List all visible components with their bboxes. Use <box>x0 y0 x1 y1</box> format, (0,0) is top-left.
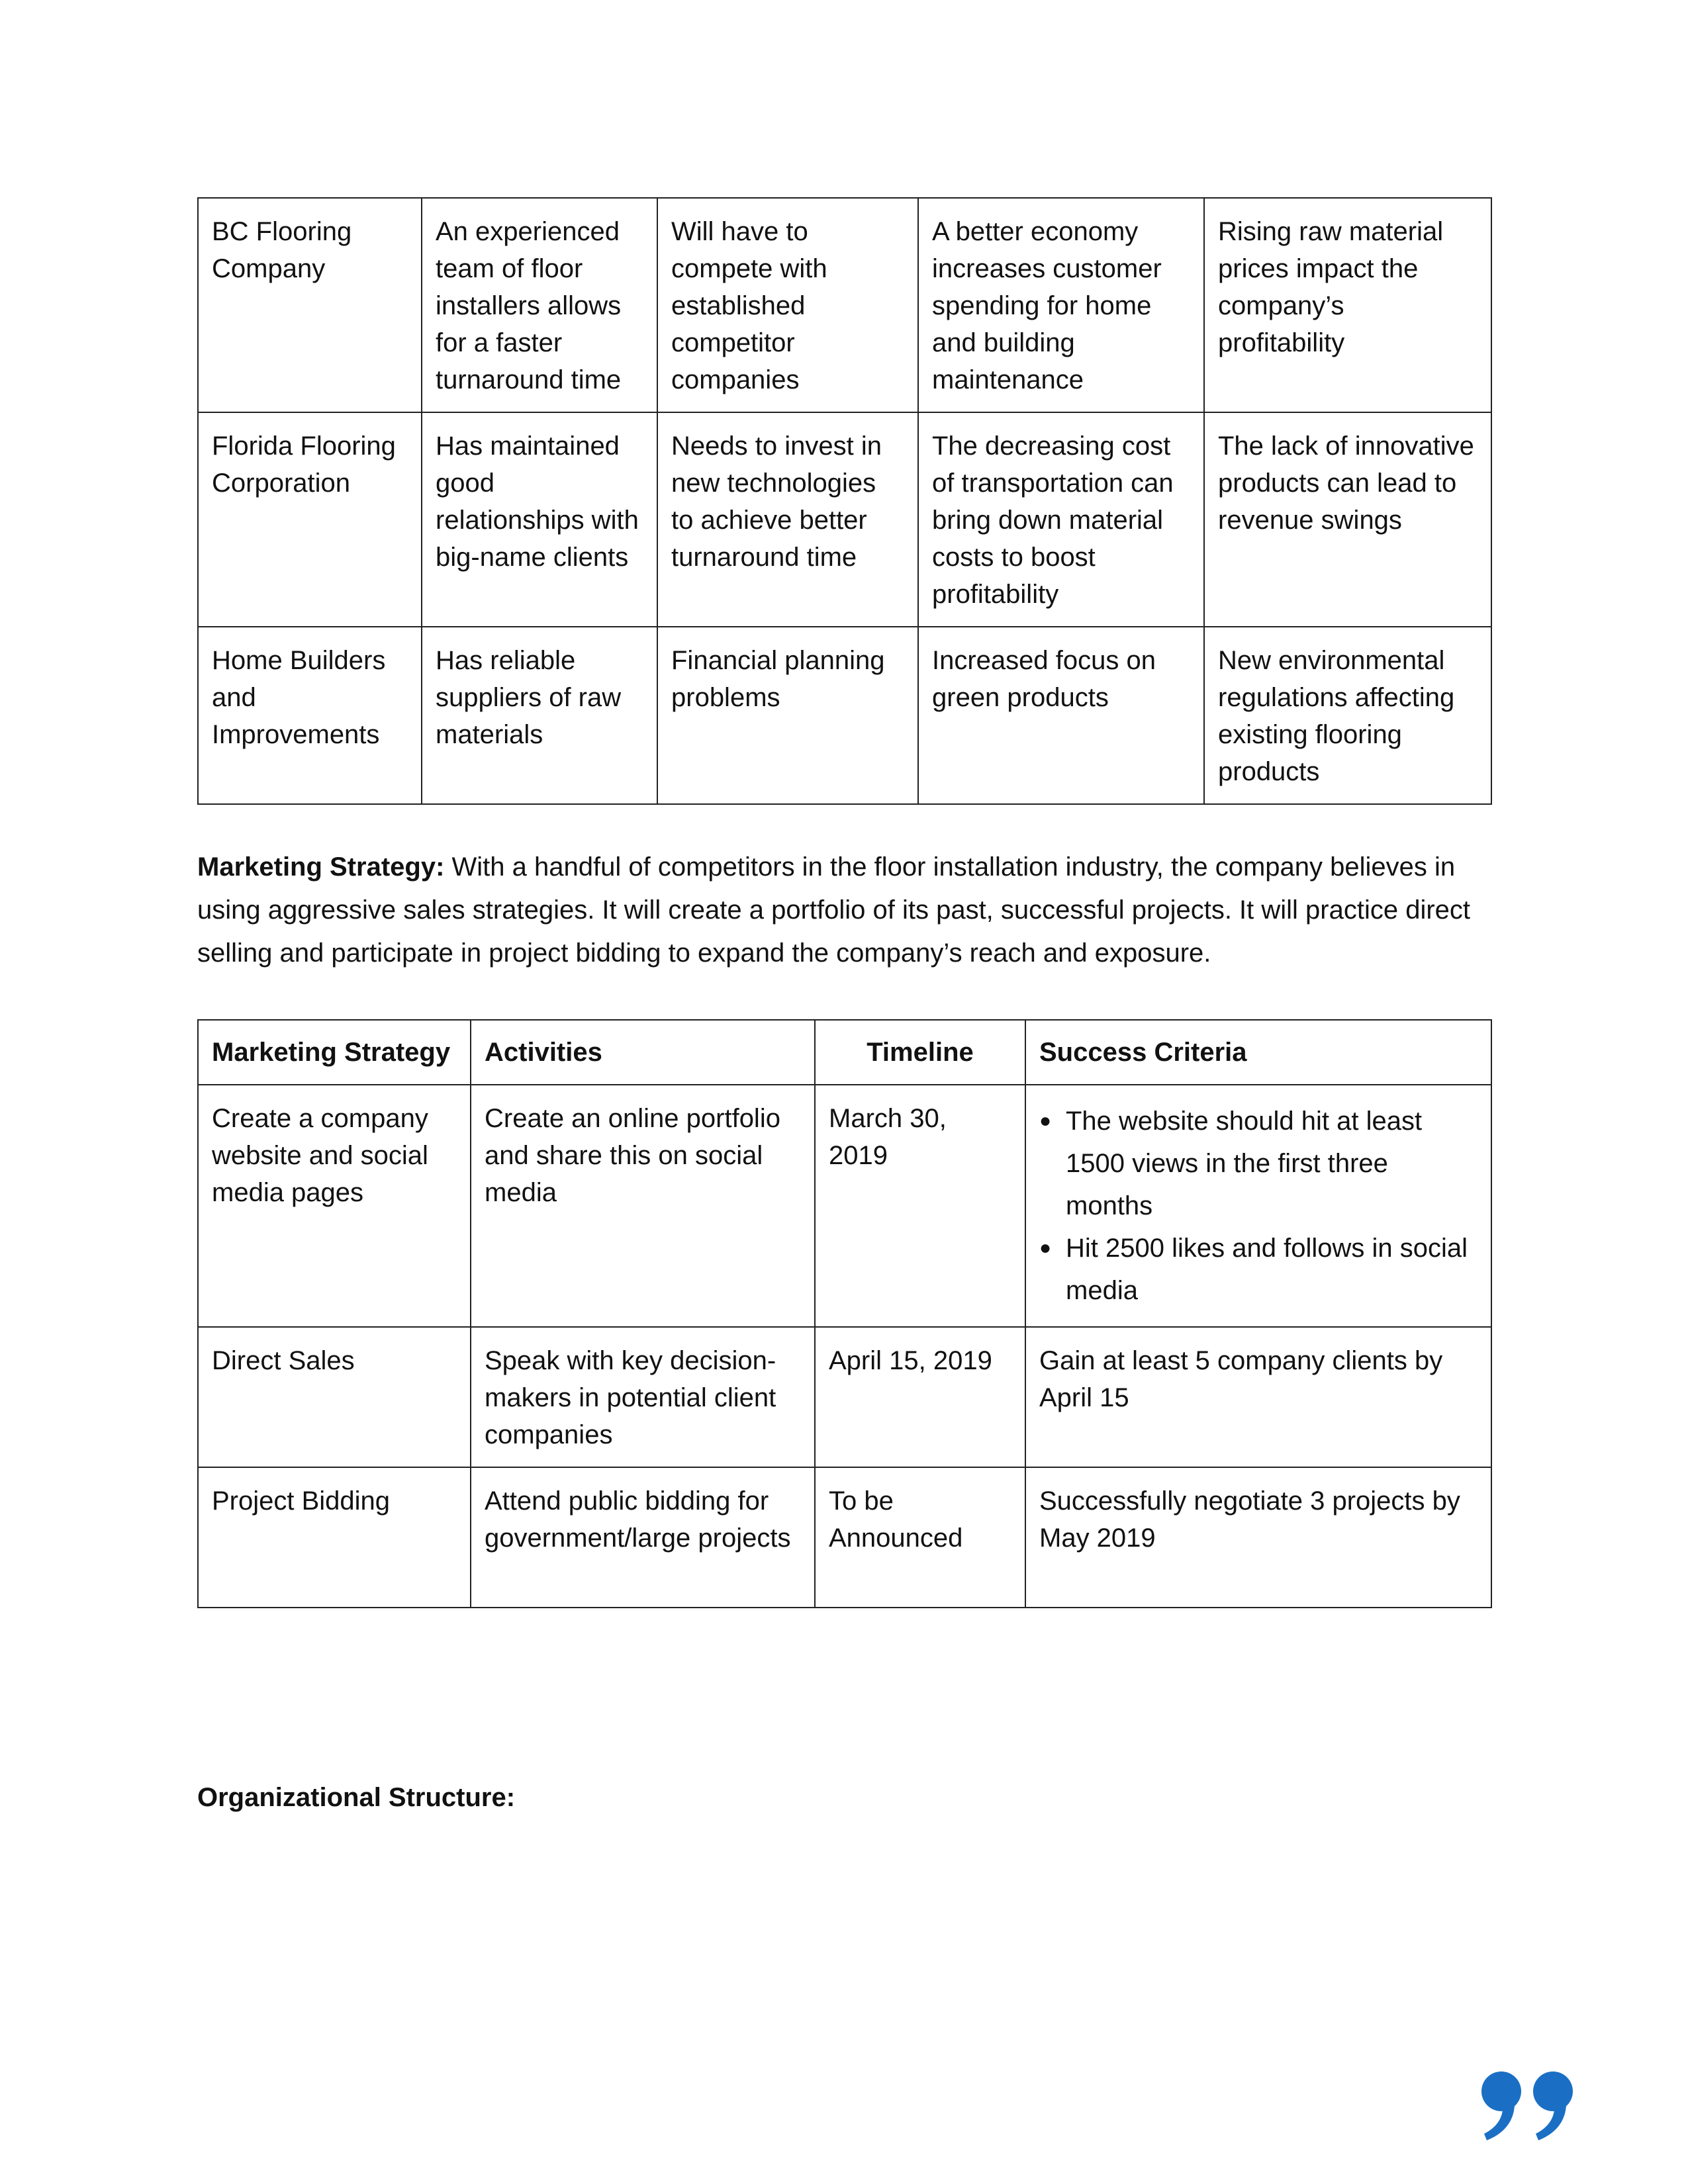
activities-cell: Attend public bidding for government/large projects <box>471 1467 815 1608</box>
activities-cell: Speak with key decision-makers in potential client companies <box>471 1327 815 1467</box>
company-cell: BC Flooring Company <box>198 198 422 412</box>
criteria-cell: Successfully negotiate 3 projects by May 2019 <box>1025 1467 1491 1608</box>
list-item: ● The website should hit at least 1500 views in the first three months <box>1039 1100 1477 1227</box>
company-cell: Florida Flooring Corporation <box>198 412 422 627</box>
strategy-cell: Direct Sales <box>198 1327 471 1467</box>
opportunity-cell: The decreasing cost of transportation can bring down material costs to boost profitability <box>918 412 1204 627</box>
table-row <box>198 1467 1491 1608</box>
column-header: Timeline <box>815 1020 1025 1085</box>
strength-cell: An experienced team of floor installers allows for a faster turnaround time <box>422 198 657 412</box>
timeline-cell: April 15, 2019 <box>815 1327 1025 1467</box>
column-header: Success Criteria <box>1025 1020 1491 1085</box>
competitor-swot-table <box>197 197 1492 805</box>
criteria-cell: Gain at least 5 company clients by April 15 <box>1025 1327 1491 1467</box>
company-cell: Home Builders and Improvements <box>198 627 422 804</box>
timeline-cell: To be Announced <box>815 1467 1025 1608</box>
criteria-cell <box>1025 1085 1491 1327</box>
list-item: ● Hit 2500 likes and follows in social media <box>1039 1227 1477 1312</box>
strength-cell: Has reliable suppliers of raw materials <box>422 627 657 804</box>
table-row <box>198 412 1491 627</box>
table-row <box>198 627 1491 804</box>
table-row <box>198 198 1491 412</box>
strategy-cell: Create a company website and social media pages <box>198 1085 471 1327</box>
marketing-strategy-label: Marketing Strategy: <box>197 852 445 882</box>
weakness-cell: Financial planning problems <box>657 627 918 804</box>
opportunity-cell: Increased focus on green products <box>918 627 1204 804</box>
opportunity-cell: A better economy increases customer spending for home and building maintenance <box>918 198 1204 412</box>
marketing-strategy-table <box>197 1019 1492 1608</box>
threat-cell: Rising raw material prices impact the company’s profitability <box>1204 198 1491 412</box>
column-header: Marketing Strategy <box>198 1020 471 1085</box>
weakness-cell: Needs to invest in new technologies to achieve better turnaround time <box>657 412 918 627</box>
table-row <box>198 1327 1491 1467</box>
column-header: Activities <box>471 1020 815 1085</box>
strength-cell: Has maintained good relationships with big-name clients <box>422 412 657 627</box>
marketing-strategy-paragraph <box>197 846 1491 975</box>
threat-cell: New environmental regulations affecting existing flooring products <box>1204 627 1491 804</box>
timeline-cell: March 30, 2019 <box>815 1085 1025 1327</box>
closing-quote-icon <box>1476 2065 1582 2144</box>
organizational-structure-heading: Organizational Structure: <box>197 1783 516 1812</box>
strategy-cell: Project Bidding <box>198 1467 471 1608</box>
criteria-list <box>1039 1100 1477 1312</box>
table-row <box>198 1085 1491 1327</box>
marketing-strategy-text: With a handful of competitors in the floor installation industry, the company believes in using aggressive sales strategies. It will create a portfolio of its past, successful projects. It will practice direct selling and participate in project bidding to expand the company’s reach and exposure. <box>197 852 1471 968</box>
activities-cell: Create an online portfolio and share this on social media <box>471 1085 815 1327</box>
weakness-cell: Will have to compete with established competitor companies <box>657 198 918 412</box>
threat-cell: The lack of innovative products can lead to revenue swings <box>1204 412 1491 627</box>
table-header-row <box>198 1020 1491 1085</box>
